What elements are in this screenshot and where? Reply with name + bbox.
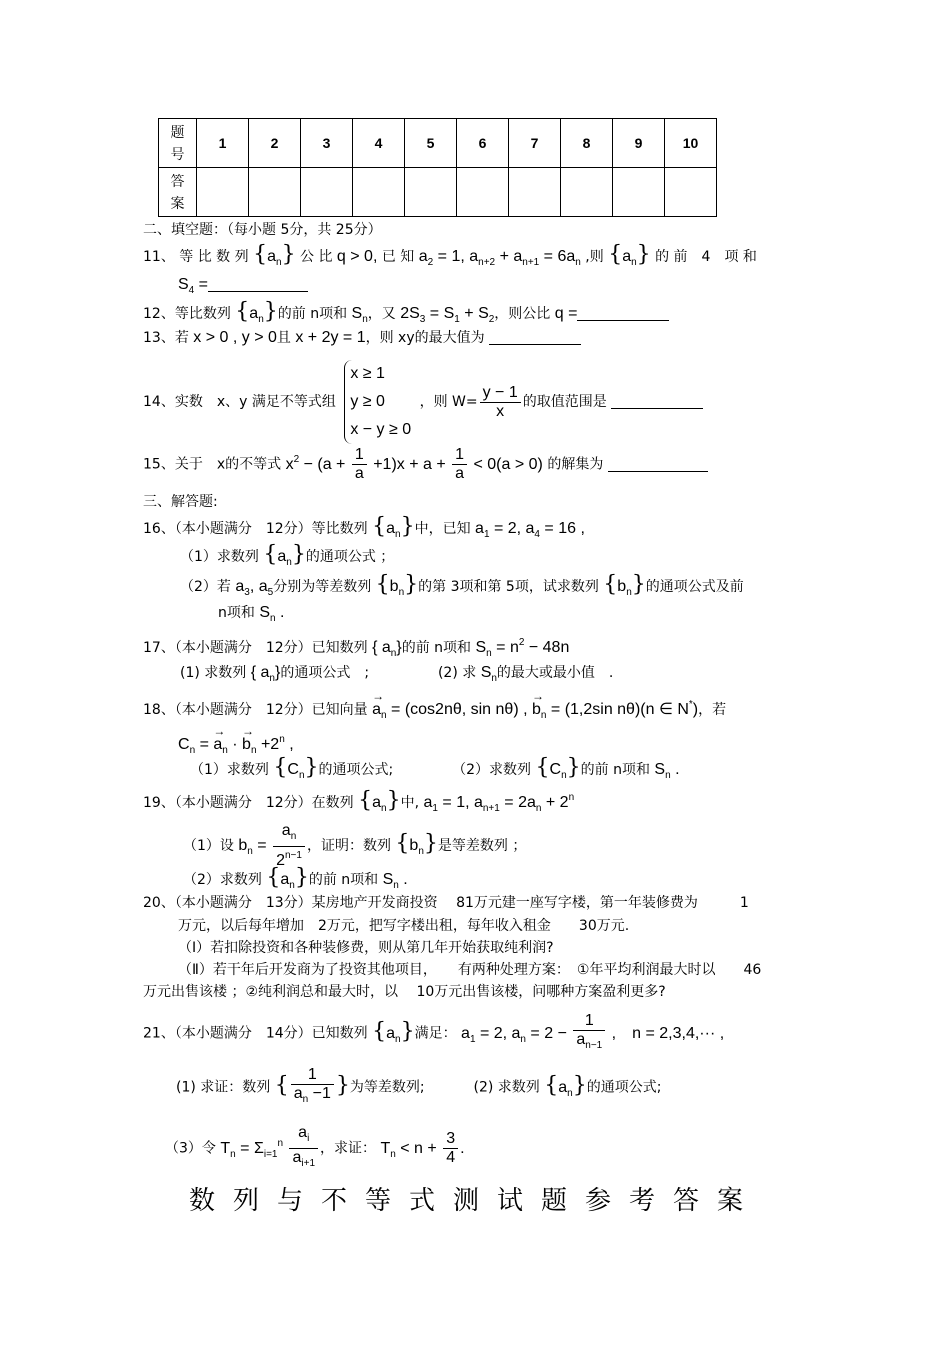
question-13	[143, 328, 581, 348]
q-text: 中，已知	[414, 521, 471, 537]
q-text: (2) 求	[437, 665, 477, 681]
q-text: （本小题满分 12分）已知数列	[174, 640, 368, 656]
math-expr: $\{a_n\}$	[544, 1072, 587, 1099]
math-expr: $a_2 = 1$, $a_{n+2} + a_{n+1} = 6a_n$	[418, 248, 581, 268]
math-expr: x + 2y = 1	[295, 329, 366, 346]
question-11-cont	[178, 275, 308, 301]
math-expr: $\{a_n\}$	[263, 542, 306, 568]
q-text: 且	[276, 330, 291, 346]
row-header-answer: 答案	[159, 168, 197, 217]
section-3-heading: 三、解答题:	[143, 494, 218, 510]
math-expr: $a_3$, $a_5$	[235, 578, 274, 598]
answer-key-title: 数列与不等式测试题参考答案	[188, 1186, 761, 1216]
q-number: 11、	[143, 249, 175, 265]
grid-number: 9	[613, 119, 665, 168]
q-text: 满足：	[414, 1025, 457, 1042]
answer-grid	[158, 118, 717, 217]
q-text: 的通项公式;	[586, 1079, 662, 1096]
question-20-part-2-cont: 万元出售该楼 ；②纯利润总和最大时，以 10万元出售该楼，问哪种方案盈利更多?	[143, 984, 666, 1000]
math-expr: $T_n < n$ + $\frac{3}{4}$ .	[380, 1130, 465, 1166]
math-expr: $\{a_n\}$	[253, 242, 296, 268]
math-expr: $\{b_n\}$	[603, 572, 646, 598]
q-text: （本小题满分 12分）等比数列	[174, 521, 368, 537]
q-text: n项和	[218, 605, 255, 621]
q-text: （2）求数列	[183, 872, 262, 888]
grid-number: 5	[405, 119, 457, 168]
q-text: 的前 n项和	[401, 640, 472, 656]
q-number: 15、	[143, 456, 175, 473]
q-text: (1) 求数列	[180, 665, 247, 681]
math-expr: $a_1 = 1$, $a_{n+1} = 2a_n + 2^n$	[423, 792, 575, 814]
q-text: 的取值范围是	[522, 394, 607, 410]
math-expr: { $a_n$}	[372, 639, 402, 659]
answer-cell[interactable]	[249, 168, 301, 217]
question-11	[143, 242, 757, 273]
math-expr: $S_n$	[480, 664, 497, 684]
math-expr: $S_n$ .	[382, 871, 408, 891]
answer-cell[interactable]	[561, 168, 613, 217]
question-19	[143, 788, 574, 819]
answer-blank[interactable]	[608, 457, 708, 472]
grid-number: 2	[249, 119, 301, 168]
question-18	[143, 695, 726, 726]
q-text: （1）设	[183, 838, 234, 855]
math-expr: → $a_n = (\cos 2n\theta$, sin nθ) , → $b_n = (1,2\sin$ nθ)(n ∈ N*)	[372, 701, 698, 718]
question-19-part-2	[183, 865, 408, 896]
q-text: 实数 x、y 满足不等式组	[174, 394, 336, 410]
math-expr: $\{a_n\}$	[608, 242, 651, 268]
q-text: ，又	[367, 306, 396, 322]
math-expr: $x^2 - (a$ + $\frac{1}{a}$ +1)x + a + $\frac{1}{a}$ < 0(a > 0)	[285, 446, 543, 482]
math-expr: $S_n = n^2 - 48n$	[475, 637, 570, 659]
q-text: 关于 x的不等式	[174, 456, 282, 473]
q-number: 12、	[143, 306, 175, 322]
q-number: 21、	[143, 1025, 175, 1042]
math-expr: $\{b_n\}$	[395, 831, 438, 858]
math-expr: $\{a_n\}$	[358, 788, 401, 814]
answer-row	[159, 168, 717, 217]
grid-number: 1	[197, 119, 249, 168]
q-text: 分别为等差数列	[273, 579, 372, 595]
q-text: 的通项公式及前	[645, 579, 744, 595]
question-21-parts	[176, 1066, 661, 1109]
q-number: 20、	[143, 895, 175, 911]
grid-number: 10	[665, 119, 717, 168]
question-20	[143, 893, 749, 913]
math-expr: $\{a_n\}$	[372, 1018, 415, 1045]
math-expr: x > 0 , y > 0	[193, 329, 277, 346]
q-text: 的通项公式 ;	[280, 665, 370, 681]
grid-number: 7	[509, 119, 561, 168]
answer-cell[interactable]	[509, 168, 561, 217]
math-expr: $\{a_n\}$	[235, 299, 278, 325]
math-expr: $T_n = \Sigma_{i=1}^n$ $\frac{a_i}{a_{i+1}}$	[220, 1140, 320, 1157]
row-header-number: 题号	[159, 119, 197, 168]
math-expr: $\{a_n\}$	[266, 865, 309, 891]
question-16	[143, 514, 585, 545]
q-text: (2) 求数列	[473, 1079, 540, 1096]
question-17	[143, 633, 569, 664]
q-text: 的前 n项和	[308, 872, 379, 888]
math-expr: q > 0,	[336, 248, 378, 265]
answer-blank[interactable]	[489, 330, 581, 345]
math-expr: $\{C_n\}$	[273, 755, 319, 781]
q-text: 已 知	[381, 249, 415, 265]
q-text: 为等差数列;	[349, 1079, 425, 1096]
math-fraction: $\frac{y - 1}{x}$	[480, 384, 521, 421]
answer-cell[interactable]	[301, 168, 353, 217]
math-expr: q =	[554, 305, 578, 322]
question-18-parts	[190, 755, 680, 786]
math-expr: $\{C_n\}$	[535, 755, 581, 781]
q-number: 14、	[143, 394, 175, 410]
math-expr: $S_n$ .	[654, 761, 680, 781]
math-expr: $S_n$ .	[259, 604, 285, 624]
math-expr: $S_4$ =	[178, 276, 209, 296]
question-20-part-2: （Ⅱ）若干年后开发商为了投资其他项目， 有两种处理方案： ①年平均利润最大时以 46	[178, 962, 762, 978]
q-text: 中,	[400, 795, 420, 811]
answer-cell[interactable]	[457, 168, 509, 217]
q-text: 是等差数列 ；	[437, 838, 527, 855]
question-19-part-1	[183, 822, 526, 870]
q-text: 的解集为	[547, 456, 604, 473]
answer-cell[interactable]	[665, 168, 717, 217]
math-expr: { $\frac{1}{a_n -1}$ }	[274, 1066, 350, 1105]
q-text: 的前 n项和	[580, 762, 650, 778]
q-text: ，则 W=	[419, 394, 478, 410]
q-text: ，求证：	[320, 1140, 377, 1157]
question-12	[143, 299, 669, 330]
question-14	[143, 360, 703, 444]
q-text: （本小题满分 14分）已知数列	[174, 1025, 368, 1042]
math-expr: $b_n$ = $\frac{a_n}{2^{n-1}}$	[238, 837, 307, 854]
q-text: 的通项公式;	[318, 762, 394, 778]
grid-number: 4	[353, 119, 405, 168]
answer-blank[interactable]	[611, 394, 703, 409]
answer-blank[interactable]	[208, 277, 308, 292]
q-text: （本小题满分 13分）某房地产开发商投资 81万元建一座写字楼，第一年装修费为 1	[174, 895, 749, 911]
question-16-part-1	[180, 542, 395, 573]
q-text: （1）求数列	[190, 762, 269, 778]
math-expr: { $a_n$}	[250, 664, 281, 684]
q-text: 公 比	[300, 249, 333, 265]
q-number: 18、	[143, 702, 175, 718]
number-row	[159, 119, 717, 168]
question-15	[143, 446, 708, 483]
q-text: 若	[174, 330, 189, 346]
q-number: 13、	[143, 330, 175, 346]
q-number: 17、	[143, 640, 175, 656]
q-text: 等 比 数 列	[179, 249, 249, 265]
q-text: ，则公比	[494, 306, 551, 322]
question-21	[143, 1012, 724, 1055]
answer-blank[interactable]	[577, 306, 669, 321]
answer-cell[interactable]	[405, 168, 457, 217]
math-expr: $a_1 = 2$, $a_4 = 16$ ,	[475, 520, 585, 540]
q-text: （本小题满分 12分）已知向量	[174, 702, 368, 718]
question-20-part-1: （Ⅰ）若扣除投资和各种装修费，则从第几年开始获取纯利润?	[178, 940, 554, 956]
q-text: （2）求数列	[452, 762, 532, 778]
question-16-part-2	[180, 572, 744, 603]
answer-cell[interactable]	[197, 168, 249, 217]
q-text: 的第 3项和第 5项，试求数列	[418, 579, 599, 595]
q-text: ,则	[585, 249, 604, 265]
answer-cell[interactable]	[353, 168, 405, 217]
section-2-heading: 二、填空题：（每小题 5分，共 25分）	[143, 222, 382, 238]
math-expr: $a_1 = 2$, $a_n = 2$ − $\frac{1}{a_{n-1}}$ , n = 2,3,4,··· ,	[461, 1012, 725, 1051]
q-text: 的前 n项和	[277, 306, 348, 322]
q-text: （本小题满分 12分）在数列	[174, 795, 354, 811]
math-expr: $C_n$ = → $a_n$ · → $b_n +2^n$ ,	[178, 736, 294, 753]
q-text: ，若	[698, 702, 727, 718]
question-17-parts	[180, 663, 613, 689]
math-expr: $2S_3 = S_1 + S_2$	[400, 305, 495, 325]
q-number: 16、	[143, 521, 175, 537]
question-20-line-2: 万元，以后每年增加 2万元，把写字楼出租，每年收入租金 30万元.	[178, 918, 630, 934]
q-text: （1）求数列	[180, 549, 259, 565]
q-text: （3）令	[165, 1140, 216, 1157]
q-text: 的 前 4 项 和	[655, 249, 757, 265]
inequality-system: x ≥ 1 y ≥ 0 x − y ≥ 0	[344, 360, 411, 444]
q-text: （2）若	[180, 579, 231, 595]
grid-number: 3	[301, 119, 353, 168]
q-text: ，证明：数列	[306, 838, 391, 855]
math-expr: $\{a_n\}$	[372, 514, 415, 540]
grid-number: 8	[561, 119, 613, 168]
grid-number: 6	[457, 119, 509, 168]
q-text: 的通项公式 ；	[305, 549, 395, 565]
q-text: 的最大或最小值 .	[496, 665, 614, 681]
q-text: 等比数列	[174, 306, 231, 322]
q-number: 19、	[143, 795, 175, 811]
math-expr: $S_n$	[351, 305, 368, 325]
answer-cell[interactable]	[613, 168, 665, 217]
q-text: (1) 求证：数列	[176, 1079, 271, 1096]
question-21-part-3	[165, 1124, 465, 1173]
q-text: ，则 xy的最大值为	[365, 330, 485, 346]
question-16-part-2-cont	[218, 603, 284, 629]
math-expr: $\{b_n\}$	[375, 572, 419, 598]
